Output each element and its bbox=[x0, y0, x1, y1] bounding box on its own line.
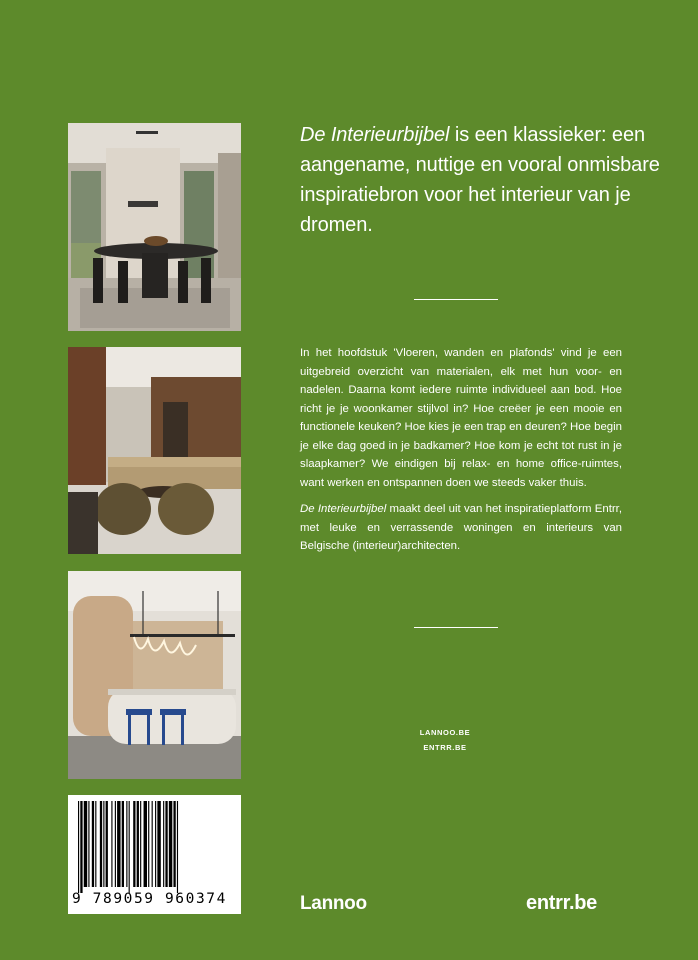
barcode-bar bbox=[129, 801, 130, 893]
barcode-bar bbox=[122, 801, 124, 887]
barcode-bar bbox=[137, 801, 139, 887]
platform-paragraph-body: maakt deel uit van het inspiratieplatform Entrr, met leuke en verrassende woningen en interieurs van Belgische (interieur)architecten. bbox=[300, 503, 622, 552]
barcode-bar bbox=[100, 801, 102, 887]
barcode-bar bbox=[152, 801, 153, 887]
living-room-photo bbox=[68, 347, 241, 554]
dining-room-photo bbox=[68, 123, 241, 331]
barcode-bar bbox=[140, 801, 141, 887]
barcode-bar bbox=[157, 801, 160, 887]
divider-rule bbox=[414, 299, 498, 300]
barcode-bar bbox=[106, 801, 108, 887]
description-paragraph: In het hoofdstuk 'Vloeren, wanden en plafonds' vind je een uitgebreid overzicht van materialen, elk met hun voor- en nadelen. Daarna komt iedere ruimte individueel aan bod. Hoe richt je je woonkamer stijlvol in? Hoe creëer je een mooie en functionele keuken? Hoe kies je een trap en deuren? Hoe begin je elke dag goed in je badkamer? Hoe kom je echt tot rust in je slaapkamer? We eindigen bij relax- en home office-ruimtes, want werken en ontspannen doen we steeds vaker thuis. bbox=[300, 347, 622, 489]
barcode-bar bbox=[133, 801, 135, 887]
barcode-bar bbox=[92, 801, 94, 887]
barcode-bar bbox=[80, 801, 82, 893]
barcode-bar bbox=[111, 801, 112, 887]
lead-text-body: is een klassieker: een aangename, nuttige en vooral onmisbare inspiratiebron voor het interieur van je dromen. bbox=[300, 124, 660, 236]
barcode-bar bbox=[165, 801, 167, 887]
barcode-bar bbox=[103, 801, 104, 887]
platform-paragraph bbox=[300, 500, 622, 556]
barcode-bar bbox=[126, 801, 127, 887]
barcode-bar bbox=[155, 801, 156, 887]
barcode-bar bbox=[173, 801, 175, 887]
barcode-bar bbox=[169, 801, 172, 887]
entrr-logo: entrr.be bbox=[526, 892, 597, 914]
entrr-url[interactable]: ENTRR.BE bbox=[423, 743, 467, 752]
barcode-bar bbox=[144, 801, 147, 887]
barcode bbox=[68, 795, 241, 914]
barcode-bar bbox=[95, 801, 96, 887]
isbn-number: 9 789059 960374 bbox=[72, 891, 227, 907]
barcode-bar bbox=[115, 801, 116, 887]
barcode-bar bbox=[84, 801, 87, 887]
divider-rule bbox=[414, 627, 498, 628]
barcode-bar bbox=[88, 801, 89, 887]
barcode-bar bbox=[148, 801, 149, 887]
book-title-italic: De Interieurbijbel bbox=[300, 124, 450, 146]
barcode-bar bbox=[117, 801, 120, 887]
kitchen-photo bbox=[68, 571, 241, 779]
lead-text bbox=[300, 120, 670, 240]
barcode-bars bbox=[78, 801, 231, 893]
barcode-bar bbox=[177, 801, 178, 893]
book-title-italic: De Interieurbijbel bbox=[300, 503, 387, 515]
barcode-bar bbox=[163, 801, 164, 887]
lannoo-logo: Lannoo bbox=[300, 893, 367, 914]
barcode-bar bbox=[78, 801, 79, 893]
lannoo-url[interactable]: LANNOO.BE bbox=[419, 728, 471, 737]
